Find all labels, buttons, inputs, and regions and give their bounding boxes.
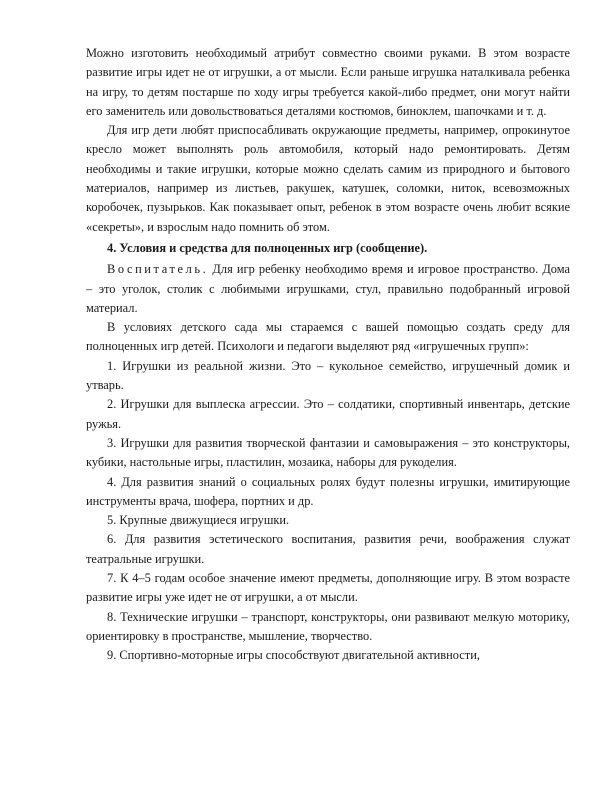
list-item: 9. Спортивно-моторные игры способствуют двигательной активности, — [107, 648, 480, 663]
paragraph-kindergarten: В условиях детского сада мы стараемся с вашей помощью создать среду для полноценных игр детей. Психологи и педагоги выделяют ряд «игрушечных групп»: — [86, 320, 570, 354]
list-item: 5. Крупные движущиеся игрушки. — [107, 513, 290, 528]
list-item: 8. Технические игрушки – транспорт, конструкторы, они развивают мелкую моторику, ориентировку в пространстве, мышление, творчество. — [86, 609, 570, 643]
list-item: 1. Игрушки из реальной жизни. Это – кукольное семейство, игрушечный домик и утварь. — [86, 358, 570, 393]
document-page — [86, 44, 570, 666]
paragraph-attributes: Можно изготовить необходимый атрибут совместно своими руками. В этом возрасте развитие игры идет не от игрушки, а от мысли. Если раньше игрушка наталкивала ребенка на игру, то детям постарше по ходу игры требуется какой-либо предмет, они могут найти его заменитель или довольствоваться деталями костюмов, биноклем, шапочками и т. д. — [86, 46, 570, 118]
speaker-label: Воспитатель. — [107, 262, 209, 277]
list-item: 6. Для развития эстетического воспитания, развития речи, воображения служат театральные игрушки. — [86, 532, 570, 566]
speech-text: Для игр ребенку необходимо время и игровое пространство. Дома – это уголок, столик с любимыми игрушками, стул, правильно подобранный игровой материал. — [86, 262, 570, 315]
paragraph-teacher-speech — [86, 260, 570, 318]
list-item: 2. Игрушки для выплеска агрессии. Это – солдатики, спортивный инвентарь, детские ружья. — [86, 397, 570, 431]
list-item: 7. К 4–5 годам особое значение имеют предметы, дополняющие игру. В этом возрасте развитие игры уже идет не от игрушки, а от мысли. — [86, 571, 570, 605]
paragraph-household-items: Для игр дети любят приспосабливать окружающие предметы, например, опрокинутое кресло может выполнять роль автомобиля, который надо ремонтировать. Детям необходимы и такие игрушки, которые можно сделать самим из природного и бытового материалов, например из листьев, ракушек, катушек, соломки, ниток, всевозможных коробочек, пузырьков. Как показывает опыт, ребенок в этом возрасте очень любит всякие «секреты», и взрослым надо помнить об этом. — [86, 123, 570, 234]
list-item: 3. Игрушки для развития творческой фантазии и самовыражения – это конструкторы, кубики, настольные игры, пластилин, мозаика, наборы для рукоделия. — [86, 435, 570, 470]
section-heading: 4. Условия и средства для полноценных игр (сообщение). — [107, 240, 428, 255]
list-item: 4. Для развития знаний о социальных ролях будут полезны игрушки, имитирующие инструменты врача, шофера, портних и др. — [86, 474, 570, 508]
